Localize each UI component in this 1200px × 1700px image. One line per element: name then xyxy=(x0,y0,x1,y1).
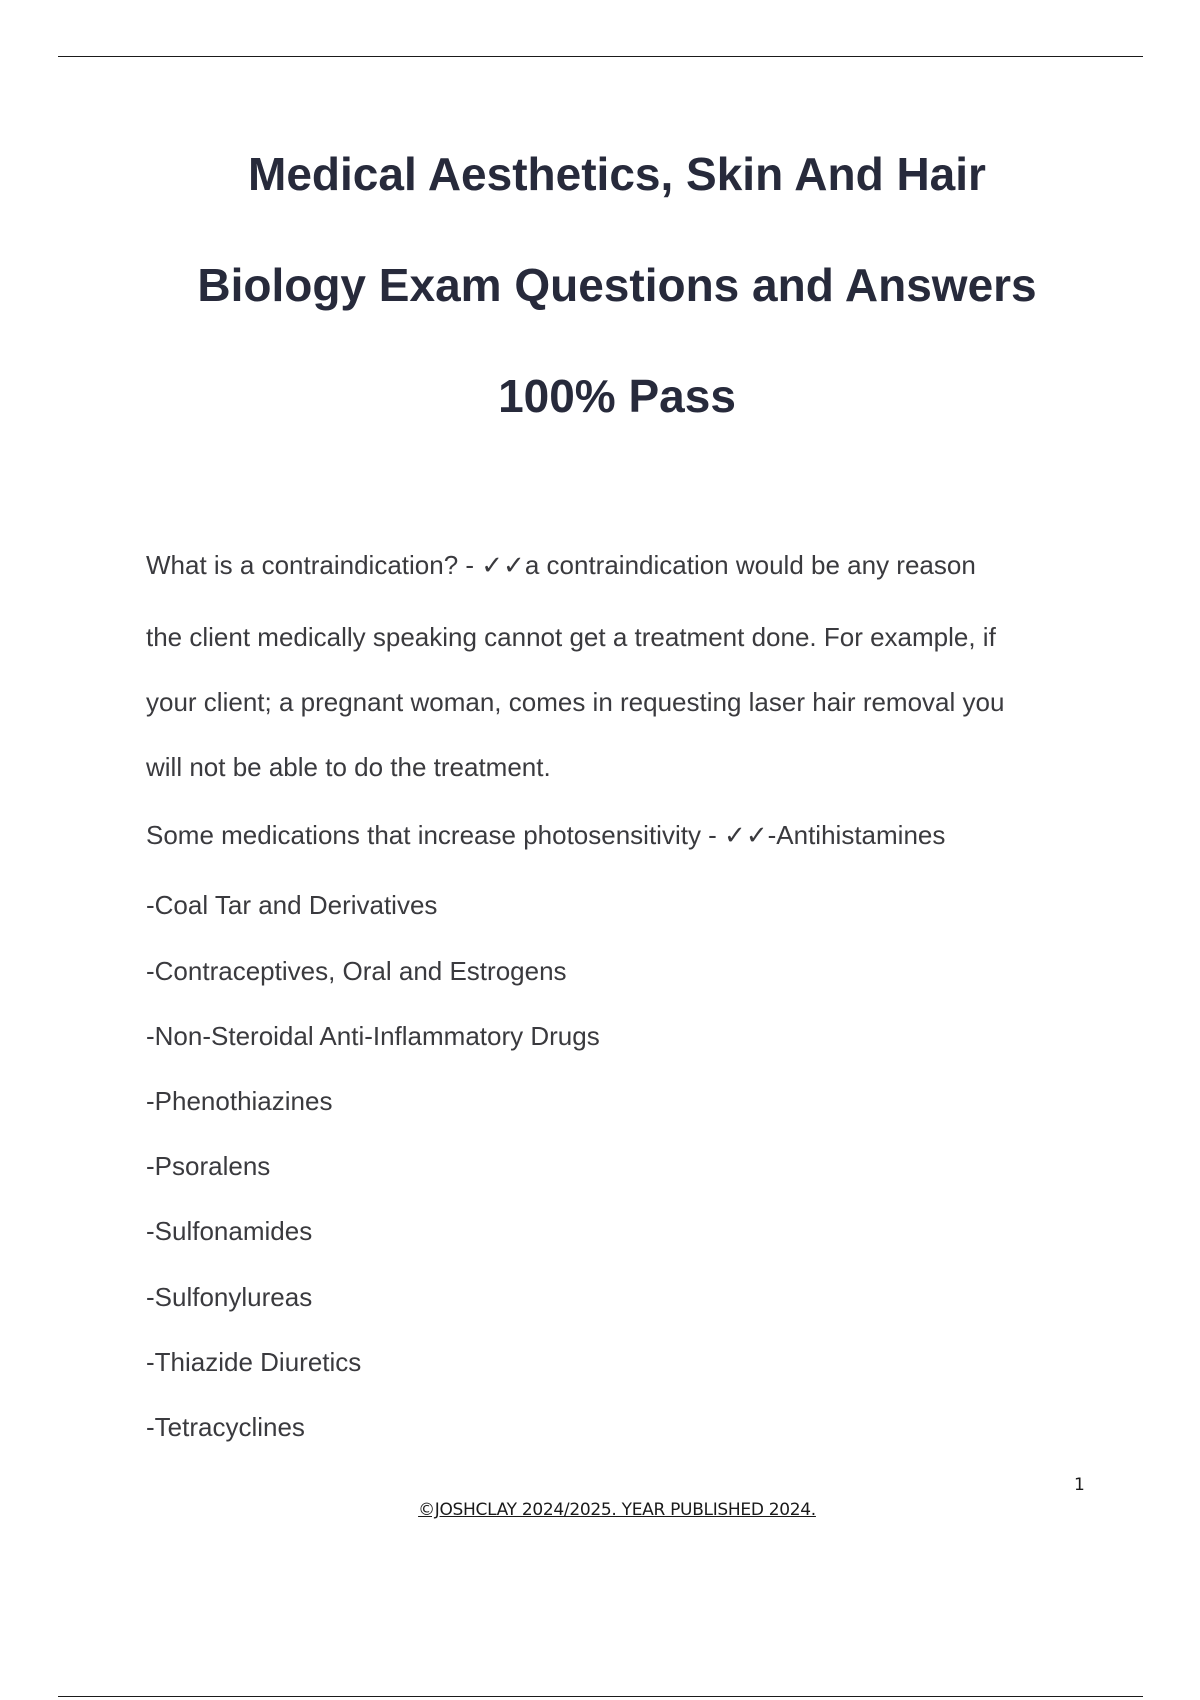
medication-list-item: -Coal Tar and Derivatives xyxy=(146,890,438,920)
title-line-1: Medical Aesthetics, Skin And Hair xyxy=(248,148,986,200)
question-1-line-4: will not be able to do the treatment. xyxy=(146,752,551,782)
medication-list-item: -Sulfonamides xyxy=(146,1216,313,1246)
medication-list-item: -Tetracyclines xyxy=(146,1412,305,1442)
question-1-line-1: What is a contraindication? - ✓✓a contraindication would be any reason xyxy=(146,550,976,580)
medication-list-item: -Psoralens xyxy=(146,1151,271,1181)
question-2-line-1: Some medications that increase photosensitivity - ✓✓-Antihistamines xyxy=(146,820,946,850)
page-number: 1 xyxy=(1074,1475,1085,1495)
medication-list-item: -Non-Steroidal Anti-Inflammatory Drugs xyxy=(146,1021,600,1051)
document-title xyxy=(0,128,1200,461)
medication-list-item: -Thiazide Diuretics xyxy=(146,1347,362,1377)
title-line-3: 100% Pass xyxy=(498,370,736,422)
footer-rule xyxy=(58,1696,1143,1697)
footer-copyright: ©JOSHCLAY 2024/2025. YEAR PUBLISHED 2024. xyxy=(418,1500,816,1520)
title-line-2: Biology Exam Questions and Answers xyxy=(197,259,1037,311)
header-rule xyxy=(58,56,1143,57)
medication-list-item: -Phenothiazines xyxy=(146,1086,333,1116)
question-1-line-2: the client medically speaking cannot get a treatment done. For example, if xyxy=(146,622,996,652)
question-1-line-3: your client; a pregnant woman, comes in requesting laser hair removal you xyxy=(146,687,1005,717)
medication-list-item: -Sulfonylureas xyxy=(146,1282,313,1312)
medication-list-item: -Contraceptives, Oral and Estrogens xyxy=(146,956,567,986)
